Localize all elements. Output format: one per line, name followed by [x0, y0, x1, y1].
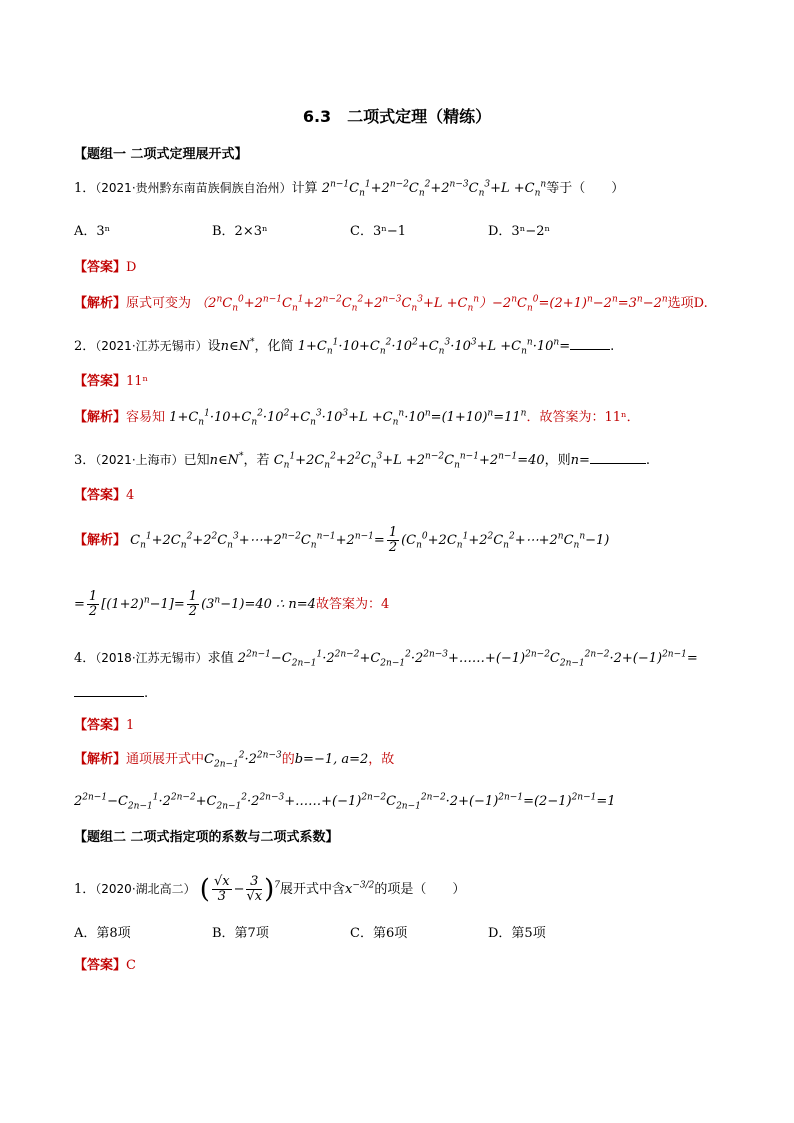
analysis-1-formula: $(2^nC_n^0+2^{n-1}C_n^1+2^{n-2}C_n^2+2^{n-3}C_n^3+L +C_n^n)-2^nC_n^0=(2+1)^n-2^n=3^n-2^n$	[195, 294, 668, 314]
analysis-2-formula: $1+C_n^1\cdot 10+C_n^2\cdot 10^2+C_n^3\cdot 10^3+L +C_n^n\cdot 10^n=(1+10)^n=11^n$	[169, 408, 527, 428]
answer-2: 【答案】11ⁿ	[74, 374, 149, 389]
option-b[interactable]: B．第7项	[212, 926, 269, 941]
option-c[interactable]: C．3ⁿ−1	[350, 224, 407, 239]
analysis-4-cont	[74, 792, 616, 812]
q1-formula: $2^{n-1}C_n^1+2^{n-2}C_n^2+2^{n-3}C_n^3+L +C_n^n$	[321, 179, 547, 199]
option-b[interactable]: B．2×3ⁿ	[212, 224, 268, 239]
analysis-3-formula-2: = $\frac{1}{2}$ $[(1+2)^n-1]=$ $\frac{1}{2}$ $(3^n-1)=40$ ∴ n=4	[74, 589, 316, 619]
analysis-3-cont: = $\frac{1}{2}$ $[(1+2)^n-1]=$ $\frac{1}{2}$ $(3^n-1)=40$ ∴ n=4故答案为：4	[74, 589, 390, 619]
answer-5: 【答案】C	[74, 958, 136, 973]
option-a[interactable]: A．第8项	[74, 926, 131, 941]
question-1-options	[74, 222, 626, 242]
question-4: 4．（2018·江苏无锡市）求值 $2^{2n-1}-C_{2n-1}^1\cdot 2^{2n-2}+C_{2n-1}^2\cdot 2^{2n-3}+\dots\dots+(-1)^{2n-2}C_{2n-1}^{2n-2}\cdot 2+(-1)^{2n-1}=$	[74, 649, 698, 669]
answer-blank[interactable]	[570, 337, 610, 350]
question-1: 1．（2021·贵州黔东南苗族侗族自治州）计算 $2^{n-1}C_n^1+2^{n-2}C_n^2+2^{n-3}C_n^3+L +C_n^n$等于（ ）	[74, 179, 625, 199]
q3-formula: $C_n^1+2C_n^2+2^2C_n^3+L +2^{n-2}C_n^{n-1}+2^{n-1}=40$	[273, 451, 545, 471]
answer-3: 【答案】4	[74, 488, 135, 503]
option-a[interactable]: A．3ⁿ	[74, 224, 111, 239]
page-title: 6.3 二项式定理（精练）	[302, 107, 492, 126]
group-heading-1: 【题组一 二项式定理展开式】	[74, 147, 248, 162]
q5-formula: ( $\frac{√x}{3}$ − $\frac{3}{√x}$ )$^7$	[199, 874, 280, 905]
answer-blank[interactable]	[590, 451, 646, 464]
analysis-4: 【解析】通项展开式中$C_{2n-1}^2\cdot 2^{2n-3}$的b=−1, a=2，故	[74, 750, 395, 770]
q4-formula: $2^{2n-1}-C_{2n-1}^1\cdot 2^{2n-2}+C_{2n-1}^2\cdot 2^{2n-3}+\dots\dots+(-1)^{2n-2}C_{2n-1}^{2n-2}\cdot 2+(-1)^{2n-1}=$	[237, 649, 698, 669]
option-d[interactable]: D．第5项	[488, 926, 546, 941]
option-c[interactable]: C．第6项	[350, 926, 408, 941]
question-5: 1．（2020·湖北高二） ( $\frac{√x}{3}$ − $\frac{3}{√x}$ )$^7$展开式中含$x^{-3/2}$的项是（ ）	[74, 874, 466, 905]
analysis-1: 【解析】原式可变为 $(2^nC_n^0+2^{n-1}C_n^1+2^{n-2}C_n^2+2^{n-3}C_n^3+L +C_n^n)-2^nC_n^0=(2+1)^n-2^n=3^n-2^n$选项D.	[74, 294, 708, 314]
analysis-4-formula: $2^{2n-1}-C_{2n-1}^1\cdot 2^{2n-2}+C_{2n-1}^2\cdot 2^{2n-3}+\dots\dots+(-1)^{2n-2}C_{2n-1}^{2n-2}\cdot 2+(-1)^{2n-1}=(2-1)^{2n-1}=1$	[74, 792, 616, 812]
question-5-options	[74, 924, 626, 944]
answer-blank[interactable]	[74, 684, 144, 697]
option-d[interactable]: D．3ⁿ−2ⁿ	[488, 224, 551, 239]
answer-4: 【答案】1	[74, 718, 135, 733]
question-3: 3．（2021·上海市）已知n∈N*，若 $C_n^1+2C_n^2+2^2C_n^3+L +2^{n-2}C_n^{n-1}+2^{n-1}=40$，则n= .	[74, 451, 651, 471]
answer-1: 【答案】D	[74, 260, 137, 275]
question-2: 2．（2021·江苏无锡市）设n∈N*，化简 $1+C_n^1\cdot 10+C_n^2\cdot 10^2+C_n^3\cdot 10^3+L +C_n^n\cdot 10^n=$ .	[74, 337, 615, 357]
q2-formula: $1+C_n^1\cdot 10+C_n^2\cdot 10^2+C_n^3\cdot 10^3+L +C_n^n\cdot 10^n=$	[297, 337, 571, 357]
analysis-3: 【解析】 $C_n^1+2C_n^2+2^2C_n^3+\cdots+2^{n-2}C_n^{n-1}+2^{n-1}=$ $\frac{1}{2}$ $(C_n^0+2C_n^1+2^2C_n^2+\cdots+2^nC_n^n-1)$	[74, 525, 610, 555]
analysis-3-formula-1: $C_n^1+2C_n^2+2^2C_n^3+\cdots+2^{n-2}C_n^{n-1}+2^{n-1}=$ $\frac{1}{2}$ $(C_n^0+2C_n^1+2^2C_n^2+\cdots+2^nC_n^n-1)$	[130, 525, 610, 555]
question-4-blank: .	[74, 684, 148, 704]
analysis-2: 【解析】容易知 $1+C_n^1\cdot 10+C_n^2\cdot 10^2+C_n^3\cdot 10^3+L +C_n^n\cdot 10^n=(1+10)^n=11^n$．故答案为：11ⁿ．	[74, 408, 640, 428]
group-heading-2: 【题组二 二项式指定项的系数与二项式系数】	[74, 830, 339, 845]
